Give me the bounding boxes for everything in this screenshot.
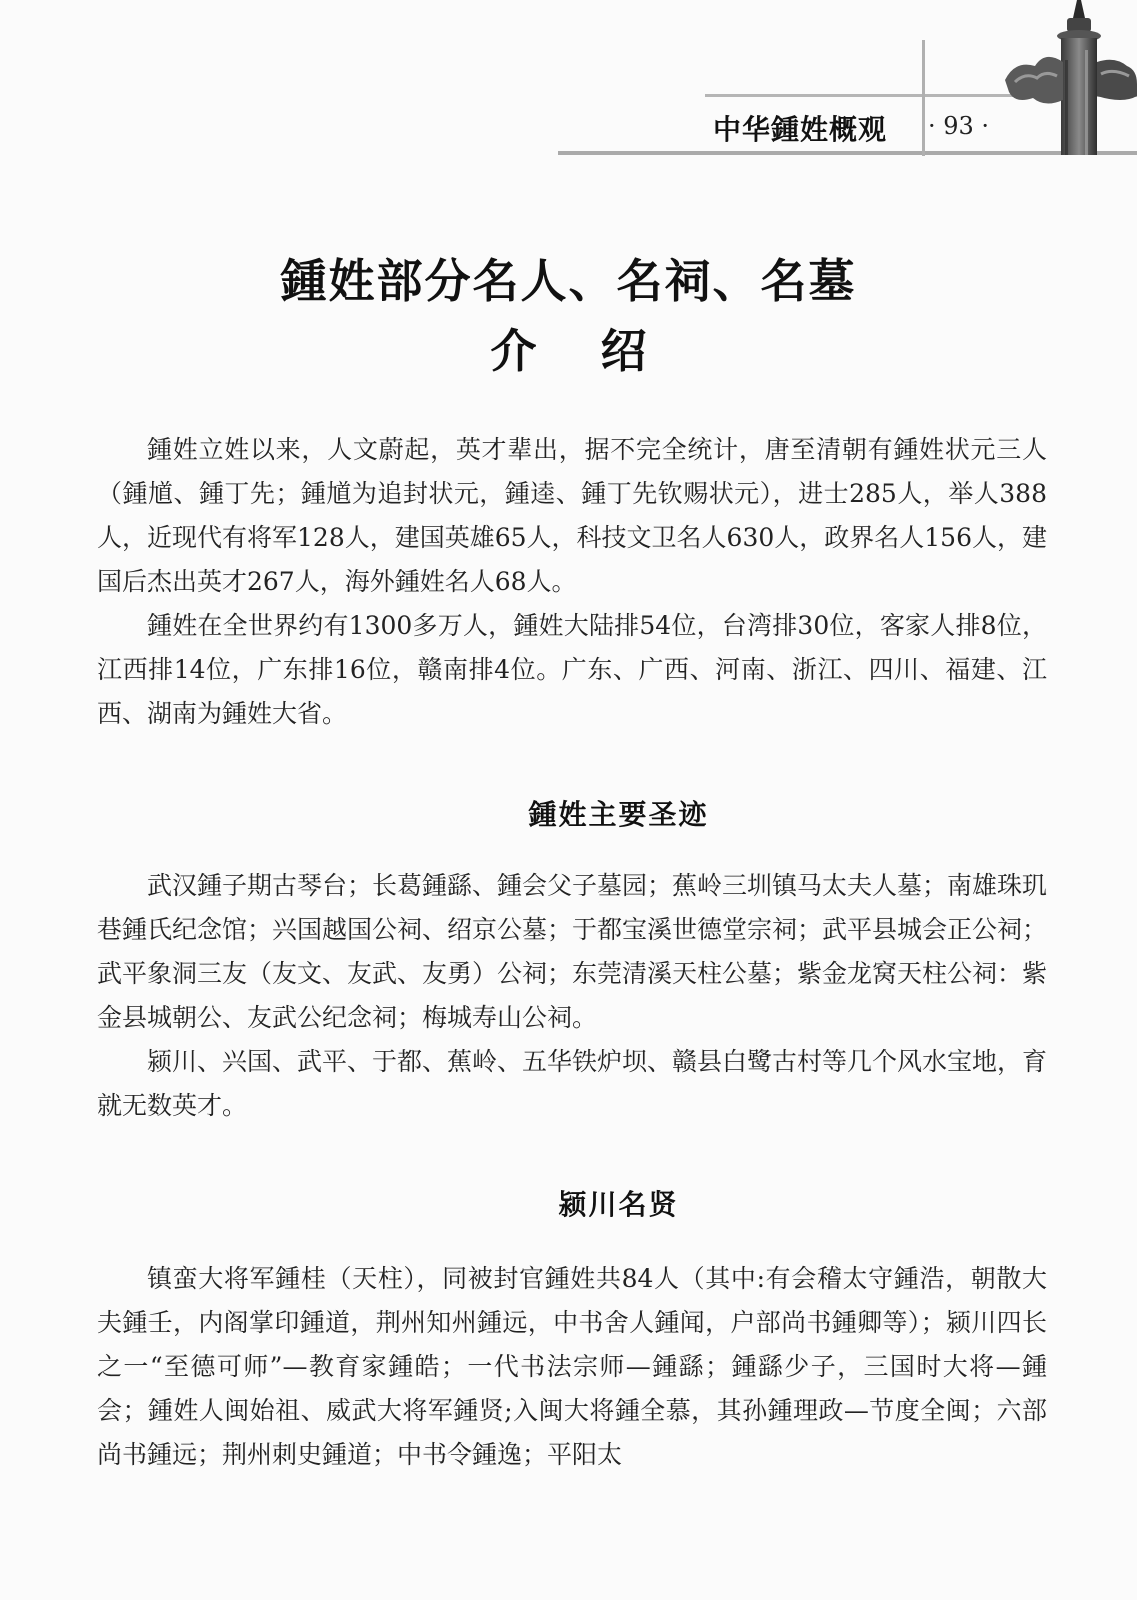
sacred-sites-paragraph-1: 武汉鍾子期古琴台；长葛鍾繇、鍾会父子墓园；蕉岭三圳镇马太夫人墓；南雄珠玑巷鍾氏纪念馆；兴国越国公祠、绍京公墓；于都宝溪世德堂宗祠；武平县城会正公祠；武平象洞三友（友文、友武、友勇）公祠；东莞清溪天柱公墓；紫金龙窝天柱公祠：紫金县城朝公、友武公纪念祠；梅城寿山公祠。 — [97, 871, 1048, 1032]
sacred-sites-paragraph-2: 颍川、兴国、武平、于都、蕉岭、五华铁炉坝、赣县白鹭古村等几个风水宝地，育就无数英才。 — [97, 1047, 1048, 1120]
intro-paragraph-2: 鍾姓在全世界约有1300多万人，鍾姓大陆排54位，台湾排30位，客家人排8位，江西排14位，广东排16位，赣南排4位。广东、广西、河南、浙江、四川、福建、江西、湖南为鍾姓大省。 — [97, 611, 1047, 728]
yingchuan-paragraph-1: 镇蛮大将军鍾桂（天柱），同被封官鍾姓共84人（其中:有会稽太守鍾浩，朝散大夫鍾壬，内阁掌印鍾道，荆州知州鍾远，中书舍人鍾闻，户部尚书鍾卿等）；颍川四长之一“至德可师”—教育家鍾皓；一代书法宗师—鍾繇；鍾繇少子，三国时大将—鍾会；鍾姓人闽始祖、威武大将军鍾贤;入闽大将鍾全慕，其孙鍾理政—节度全闽；六部尚书鍾远；荆州刺史鍾道；中书令鍾逸；平阳太 — [97, 1264, 1047, 1469]
yingchuan-worthies-text — [97, 1257, 1047, 1477]
intro-paragraph-1: 鍾姓立姓以来，人文蔚起，英才辈出，据不完全统计，唐至清朝有鍾姓状元三人（鍾馗、鍾丁先；鍾馗为追封状元，鍾逵、鍾丁先钦赐状元），进士285人，举人388人，近现代有将军128人，建国英雄65人，科技文卫名人630人，政界名人156人，建国后杰出英才267人，海外鍾姓名人68人。 — [97, 435, 1047, 596]
page-number: · 93 · — [928, 112, 990, 140]
intro-text — [97, 428, 1047, 736]
main-title-line-2 — [0, 315, 1137, 381]
section-heading-sacred-sites: 鍾姓主要圣迹 — [528, 798, 709, 831]
running-header-title: 中华鍾姓概观 — [713, 113, 888, 146]
main-title-char-2: 绍 — [600, 324, 647, 378]
main-title-line-1: 鍾姓部分名人、名祠、名墓 — [280, 254, 857, 308]
section-heading-yingchuan-worthies: 颍川名贤 — [558, 1188, 679, 1221]
huabiao-pillar-icon — [1005, 0, 1137, 155]
sacred-sites-text — [97, 864, 1047, 1128]
header-rule-vertical — [922, 40, 925, 156]
main-title-char-1: 介 — [490, 324, 537, 378]
